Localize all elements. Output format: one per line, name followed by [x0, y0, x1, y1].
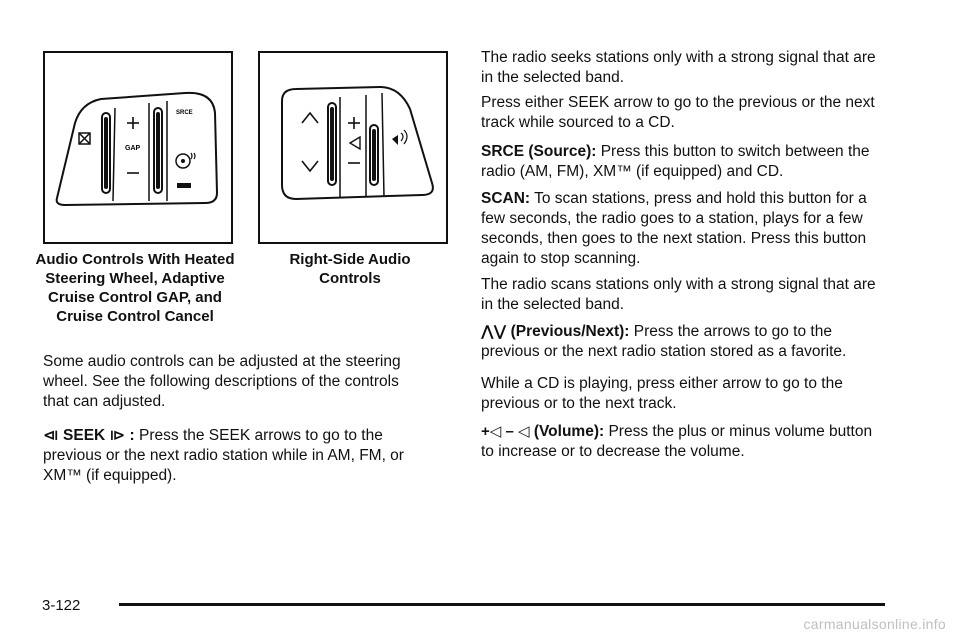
seek-right-glyph: ⧐: [109, 427, 126, 444]
figure-left-caption: Audio Controls With Heated Steering Wheel, Adaptive Cruise Control GAP, and Cruise Control Cancel: [35, 251, 235, 325]
left-controls-illustration: [45, 53, 231, 242]
srce-label: SRCE: [176, 110, 193, 116]
cd-arrows-paragraph: While a CD is playing, press either arrow to go to the previous or to the next track.: [481, 375, 843, 412]
seek-cd-paragraph: Press either SEEK arrow to go to the previous or the next track while sourced to a CD.: [481, 94, 875, 131]
intro-paragraph: Some audio controls can be adjusted at the steering wheel. See the following descriptions of the controls that can adjusted.: [43, 353, 401, 410]
seek-strong-signal-paragraph: The radio seeks stations only with a strong signal that are in the selected band.: [481, 49, 876, 86]
srce-text: Press this button to switch between the radio (AM, FM), XM™ (if equipped) and CD.: [481, 143, 870, 180]
srce-term: SRCE (Source):: [481, 143, 597, 160]
scan-text: To scan stations, press and hold this button for a few seconds, the radio goes to a station, plays for a few seconds, then goes to the next station. Press this button again to stop scanning.: [481, 190, 867, 267]
scan-paragraph: [481, 189, 886, 269]
seek-left-glyph: ⧏: [43, 427, 59, 444]
volume-term: (Volume):: [533, 423, 605, 440]
srce-paragraph: [481, 142, 886, 182]
watermark: carmanualsonline.info: [803, 616, 946, 632]
seek-text: Press the SEEK arrows to go to the previous or the next radio station while in AM, FM, or XM™ (if equipped).: [43, 427, 404, 484]
volume-paragraph: [481, 422, 886, 462]
prevnext-paragraph: [481, 322, 886, 362]
scan-strong-signal-paragraph: The radio scans stations only with a strong signal that are in the selected band.: [481, 276, 876, 313]
seek-label: SEEK: [63, 427, 106, 444]
figure-right-audio-controls: [258, 51, 448, 244]
volume-text: Press the plus or minus volume button to increase or to decrease the volume.: [481, 423, 873, 460]
figure-right-caption: Right-Side Audio Controls: [289, 251, 411, 287]
prevnext-text: Press the arrows to go to the previous or the next radio station stored as a favorite.: [481, 323, 847, 360]
figure-left-audio-controls: [43, 51, 233, 244]
volume-glyph: +◁ – ◁: [481, 423, 530, 440]
right-controls-illustration: [260, 53, 446, 242]
scan-term: SCAN:: [481, 190, 531, 207]
page-number: 3-122: [42, 597, 81, 614]
gap-label: GAP: [125, 145, 141, 152]
footer-divider: [119, 603, 885, 606]
scan-bar-icon: [177, 183, 191, 188]
prevnext-arrows-glyph: ⋀⋁: [481, 323, 507, 340]
prevnext-term: (Previous/Next):: [510, 323, 630, 340]
seek-paragraph: [43, 426, 418, 486]
seek-colon: :: [125, 427, 135, 444]
